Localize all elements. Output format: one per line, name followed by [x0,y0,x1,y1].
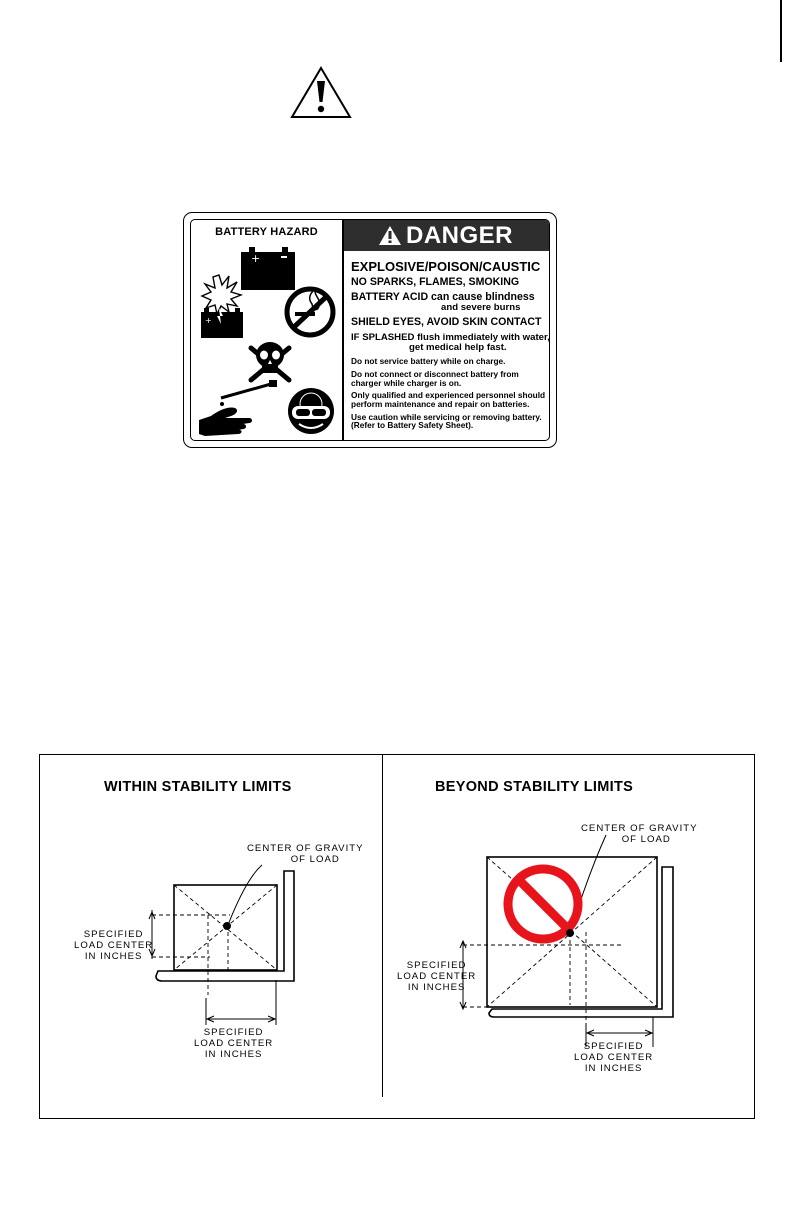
danger-line: IF SPLASHED flush immediately with water, [351,332,550,344]
battery-icon [241,247,295,290]
acid-hand-icon [199,380,277,436]
within-stability-title: WITHIN STABILITY LIMITS [104,779,292,795]
svg-text:+: + [251,252,261,265]
danger-line: EXPLOSIVE/POISON/CAUSTIC [351,259,541,274]
beyond-stability-diagram [460,835,673,1047]
danger-line: perform maintenance and repair on batteries. [351,398,530,409]
danger-line: (Refer to Battery Safety Sheet). [351,420,474,431]
within-stability-diagram [149,865,294,1025]
no-flame-icon [287,289,333,335]
svg-text:+: + [205,316,212,325]
danger-line: NO SPARKS, FLAMES, SMOKING [351,275,520,288]
stability-limits-figure [39,754,755,1119]
danger-line: Only qualified and experienced personnel should [351,390,546,401]
explosion-icon [201,275,243,338]
within-horizontal-load-center-label: SPECIFIED LOAD CENTER IN INCHES [194,1027,274,1060]
battery-hazard-title: BATTERY HAZARD [215,226,318,238]
battery-danger-label [183,212,557,448]
danger-line: Do not service battery while on charge. [351,356,506,367]
beyond-cog-label: CENTER OF GRAVITY OF LOAD [581,823,698,845]
danger-header [344,220,549,251]
caution-triangle-icon [290,66,352,120]
danger-line: get medical help fast. [409,342,507,354]
within-vertical-load-center-label: SPECIFIED LOAD CENTER IN INCHES [74,929,154,962]
beyond-cog-marker [566,929,574,937]
battery-label-inner [190,219,550,441]
prohibition-icon [508,869,578,939]
eye-protection-icon [288,388,334,434]
danger-line: SHIELD EYES, AVOID SKIN CONTACT [351,315,542,328]
page-edge-line [780,0,782,62]
pictogram-panel [191,220,344,440]
within-cog-label: CENTER OF GRAVITY OF LOAD [247,843,364,865]
danger-line: charger while charger is on. [351,377,462,388]
skull-crossbones-icon [251,342,289,380]
danger-line: BATTERY ACID can cause blindness [351,290,535,303]
danger-line: Do not connect or disconnect battery from [351,368,519,379]
within-cog-marker [223,922,231,930]
danger-line: Use caution while servicing or removing battery. [351,411,542,422]
danger-line: and severe burns [441,301,521,313]
danger-message [351,259,550,431]
danger-alert-icon [378,225,402,246]
beyond-stability-title: BEYOND STABILITY LIMITS [435,779,634,795]
beyond-vertical-load-center-label: SPECIFIED LOAD CENTER IN INCHES [397,960,477,993]
beyond-horizontal-load-center-label: SPECIFIED LOAD CENTER IN INCHES [574,1041,654,1074]
danger-signal-word: DANGER [406,222,514,249]
